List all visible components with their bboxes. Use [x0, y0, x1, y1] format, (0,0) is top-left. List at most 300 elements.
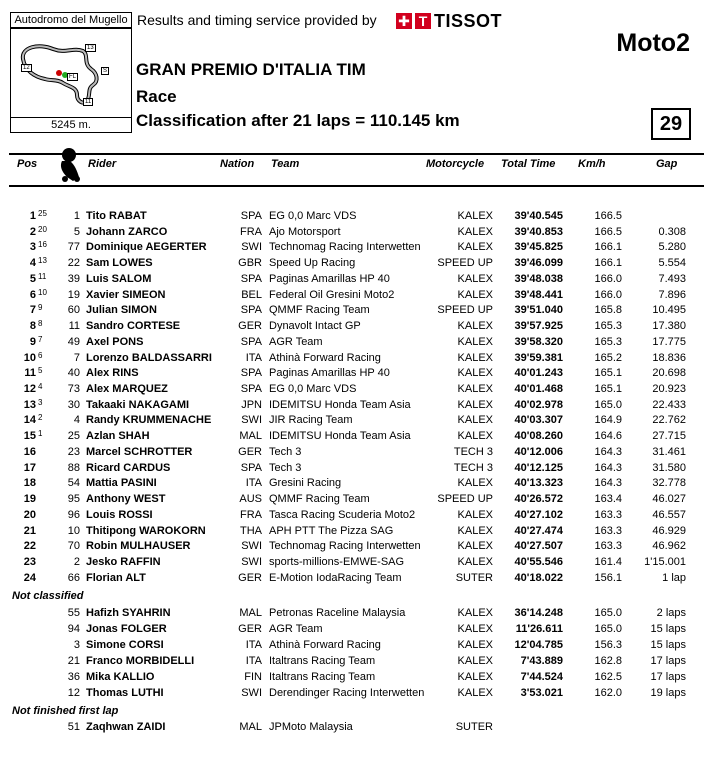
table-row [0, 255, 713, 271]
nation: SPA [240, 304, 262, 317]
table-row [0, 621, 713, 637]
motorcycle: TECH 3 [453, 461, 493, 474]
position: 22 [23, 540, 36, 553]
motorcycle: KALEX [457, 477, 493, 490]
total-time: 39'40.545 [514, 210, 563, 222]
rider-name: Lorenzo BALDASSARRI [86, 351, 212, 364]
nation: SPA [240, 210, 262, 222]
nation: JPN [241, 398, 262, 411]
nation: ITA [245, 638, 262, 651]
position: 21 [23, 524, 36, 537]
motorcycle: SPEED UP [437, 257, 493, 270]
total-time: 39'59.381 [514, 351, 563, 364]
team: Gresini Racing [269, 477, 342, 490]
total-time: 40'12.006 [514, 445, 563, 458]
gap: 46.557 [652, 508, 686, 521]
rider-number: 40 [67, 367, 80, 380]
rider-number: 55 [67, 607, 80, 619]
gap: 18.836 [652, 351, 686, 364]
position: 20 [23, 508, 36, 521]
motorcycle: KALEX [457, 398, 493, 411]
circuit-length: 5245 m. [10, 117, 132, 133]
total-time: 39'51.040 [514, 304, 563, 317]
not-finished-heading: Not finished first lap [12, 705, 119, 717]
total-time: 40'27.474 [514, 524, 563, 537]
motorcycle: KALEX [457, 607, 493, 619]
sponsor-name: TISSOT [434, 10, 503, 31]
tissot-logo [396, 11, 502, 31]
rider-name: Dominique AEGERTER [86, 241, 207, 254]
classification-summary: Classification after 21 laps = 110.145 km [136, 111, 460, 130]
motorcycle: SUTER [455, 571, 493, 584]
rider-number: 77 [67, 241, 80, 254]
total-time: 40'55.546 [514, 556, 563, 569]
nation: SPA [240, 335, 262, 348]
rider-name: Ricard CARDUS [86, 461, 171, 474]
rider-name: Robin MULHAUSER [86, 540, 191, 553]
position: 1 [29, 210, 36, 222]
position: 4 [29, 257, 36, 270]
nation: GER [238, 445, 262, 458]
speed: 166.1 [594, 257, 622, 270]
rider-number: 19 [67, 288, 80, 301]
col-team: Team [271, 158, 300, 170]
speed: 166.0 [594, 288, 622, 301]
motorcycle: KALEX [457, 225, 493, 238]
position: 15 [23, 430, 36, 443]
nation: ITA [245, 477, 262, 490]
motorcycle: KALEX [457, 288, 493, 301]
gap: 46.027 [652, 493, 686, 506]
gap: 17.775 [652, 335, 686, 348]
rider-name: Alex MARQUEZ [86, 383, 168, 396]
session-name: Race [136, 87, 177, 106]
rider-number: 5 [73, 225, 80, 238]
points: 3 [38, 397, 43, 407]
nation: GBR [238, 257, 262, 270]
gap: 19 laps [650, 686, 686, 699]
motorcycle: KALEX [457, 670, 493, 683]
rider-name: Thitipong WAROKORN [86, 524, 206, 537]
total-time: 40'13.323 [514, 477, 563, 490]
speed: 162.8 [594, 654, 622, 667]
points: 8 [38, 319, 43, 329]
position: 12 [23, 383, 36, 396]
rider-number: 94 [67, 622, 80, 635]
map-sector-label: S [103, 68, 108, 74]
rider-name: Hafizh SYAHRIN [86, 607, 171, 619]
speed: 156.1 [594, 571, 622, 584]
position: 2 [29, 225, 36, 238]
gap: 7.493 [658, 272, 686, 285]
table-row [0, 271, 713, 287]
total-time: 40'02.978 [514, 398, 563, 411]
circuit-name: Autodromo del Mugello [10, 12, 132, 28]
total-time: 40'27.102 [514, 508, 563, 521]
speed: 165.3 [594, 320, 622, 333]
rider-name: Simone CORSI [86, 638, 164, 651]
rider-number: 10 [67, 524, 80, 537]
col-motorcycle: Motorcycle [426, 158, 485, 170]
nation: SWI [241, 686, 262, 699]
nation: SPA [240, 383, 262, 396]
rider-number: 25 [67, 430, 80, 443]
nation: THA [240, 524, 262, 537]
rider-number: 49 [67, 335, 80, 348]
gap: 46.929 [652, 524, 686, 537]
gap: 31.580 [652, 461, 686, 474]
rider-name: Sandro CORTESE [86, 320, 181, 333]
position: 19 [23, 493, 36, 506]
gap: 15 laps [650, 638, 686, 651]
nation: GER [238, 622, 262, 635]
rider-name: Xavier SIMEON [86, 288, 166, 301]
team: sports-millions-EMWE-SAG [269, 556, 405, 569]
speed: 166.5 [594, 210, 622, 222]
speed: 162.5 [594, 670, 622, 683]
rider-number: 60 [67, 304, 80, 317]
nation: GER [238, 320, 262, 333]
speed: 165.0 [594, 398, 622, 411]
gap: 20.923 [652, 383, 686, 396]
motorcycle: KALEX [457, 414, 493, 427]
speed: 163.3 [594, 524, 622, 537]
rider-name: Axel PONS [86, 335, 144, 348]
speed: 161.4 [594, 556, 622, 569]
total-time: 7'44.524 [520, 670, 563, 683]
motorcycle: KALEX [457, 622, 493, 635]
motorcycle: KALEX [457, 383, 493, 396]
rider-number: 96 [67, 508, 80, 521]
col-gap: Gap [656, 158, 678, 170]
speed: 163.3 [594, 508, 622, 521]
nation: SWI [241, 414, 262, 427]
rider-number: 36 [67, 670, 80, 683]
speed: 164.3 [594, 445, 622, 458]
rider-name: Zaqhwan ZAIDI [86, 721, 166, 733]
table-row [0, 719, 713, 735]
speed: 164.9 [594, 414, 622, 427]
position: 18 [23, 477, 36, 490]
motorcycle: SUTER [455, 721, 493, 733]
rider-number: 3 [73, 638, 80, 651]
rider-number: 73 [67, 383, 80, 396]
nation: GER [238, 571, 262, 584]
rider-number: 88 [67, 461, 80, 474]
team: JPMoto Malaysia [269, 721, 353, 733]
table-row [0, 381, 713, 397]
team: Derendinger Racing Interwetten [269, 686, 425, 699]
gap: 1'15.001 [644, 556, 686, 569]
total-time: 7'43.889 [520, 654, 563, 667]
rider-number: 70 [67, 540, 80, 553]
table-row [0, 334, 713, 350]
table-row [0, 653, 713, 669]
rider-name: Alex RINS [86, 367, 139, 380]
points: 25 [38, 209, 47, 218]
motorcycle: KALEX [457, 210, 493, 222]
points: 4 [38, 382, 43, 392]
nation: MAL [239, 430, 262, 443]
points: 7 [38, 334, 43, 344]
table-row [0, 397, 713, 413]
table-row [0, 475, 713, 491]
gap: 46.962 [652, 540, 686, 553]
position: 7 [29, 304, 36, 317]
team: Tech 3 [269, 445, 302, 458]
speed: 165.3 [594, 335, 622, 348]
tissot-cross-icon: ✚ [396, 13, 412, 29]
laps-box: 29 [651, 108, 691, 140]
team: Dynavolt Intact GP [269, 320, 361, 333]
speed: 163.3 [594, 540, 622, 553]
total-time: 39'48.038 [514, 272, 563, 285]
speed: 166.1 [594, 241, 622, 254]
col-total-time: Total Time [501, 158, 556, 170]
nation: FRA [240, 508, 262, 521]
rider-name: Mika KALLIO [86, 670, 155, 683]
table-row [0, 605, 713, 621]
gap: 5.280 [658, 241, 686, 254]
motorcycle: TECH 3 [453, 445, 493, 458]
gap: 17 laps [650, 654, 686, 667]
table-row [0, 350, 713, 366]
team: EG 0,0 Marc VDS [269, 383, 357, 396]
team: Ajo Motorsport [269, 225, 341, 238]
rider-name: Johann ZARCO [86, 225, 168, 238]
tissot-t-mark: T [415, 13, 431, 29]
position: 9 [29, 335, 36, 348]
motorcycle: KALEX [457, 272, 493, 285]
motorcycle: KALEX [457, 351, 493, 364]
rider-name: Marcel SCHROTTER [86, 445, 193, 458]
gap: 5.554 [658, 257, 686, 270]
total-time: 40'08.260 [514, 430, 563, 443]
team: AGR Team [269, 335, 323, 348]
table-row [0, 538, 713, 554]
col-pos: Pos [17, 158, 38, 170]
table-row [0, 287, 713, 303]
rider-number: 7 [73, 351, 80, 364]
nation: SPA [240, 367, 262, 380]
gap: 32.778 [652, 477, 686, 490]
total-time: 40'18.022 [514, 571, 563, 584]
map-sector-label: 11 [85, 99, 92, 105]
team: Italtrans Racing Team [269, 654, 376, 667]
col-nation: Nation [220, 158, 255, 170]
speed: 165.0 [594, 607, 622, 619]
total-time: 39'57.925 [514, 320, 563, 333]
total-time: 12'04.785 [514, 638, 563, 651]
rider-number: 12 [67, 686, 80, 699]
rider-name: Jonas FOLGER [86, 622, 167, 635]
total-time: 40'01.468 [514, 383, 563, 396]
nation: SPA [240, 272, 262, 285]
points: 6 [38, 350, 43, 360]
gap: 0.308 [658, 225, 686, 238]
team: Athinà Forward Racing [269, 351, 381, 364]
nation: MAL [239, 721, 262, 733]
speed: 164.6 [594, 430, 622, 443]
motorcycle: KALEX [457, 686, 493, 699]
position: 11 [24, 367, 36, 380]
team: JIR Racing Team [269, 414, 353, 427]
rider-name: Louis ROSSI [86, 508, 153, 521]
points: 9 [38, 303, 43, 313]
table-row [0, 554, 713, 570]
team: QMMF Racing Team [269, 493, 370, 506]
rider-number: 39 [67, 272, 80, 285]
total-time: 39'46.099 [514, 257, 563, 270]
nation: FIN [244, 670, 262, 683]
nation: SWI [241, 556, 262, 569]
map-finish-label: FL [69, 74, 77, 80]
position: 5 [29, 272, 36, 285]
rider-name: Randy KRUMMENACHE [86, 414, 212, 427]
motorcycle: KALEX [457, 524, 493, 537]
nation: SWI [241, 540, 262, 553]
table-row [0, 444, 713, 460]
table-row [0, 412, 713, 428]
position: 3 [29, 241, 36, 254]
total-time: 3'53.021 [520, 686, 563, 699]
gap: 10.495 [652, 304, 686, 317]
rider-name: Jesko RAFFIN [86, 556, 161, 569]
total-time: 40'01.243 [514, 367, 563, 380]
team: Speed Up Racing [269, 257, 356, 270]
total-time: 11'26.611 [515, 622, 563, 635]
rider-name: Sam LOWES [86, 257, 153, 270]
points: 2 [38, 413, 43, 423]
map-sector-label: 12 [23, 65, 30, 71]
table-row [0, 428, 713, 444]
class-label: Moto2 [616, 29, 690, 57]
points: 11 [38, 271, 47, 281]
col-kmh: Km/h [578, 158, 606, 170]
total-time: 39'45.825 [514, 241, 563, 254]
team: Paginas Amarillas HP 40 [269, 367, 390, 380]
team: Technomag Racing Interwetten [269, 241, 421, 254]
position: 23 [23, 556, 36, 569]
position: 6 [29, 288, 36, 301]
table-row [0, 302, 713, 318]
team: EG 0,0 Marc VDS [269, 210, 357, 222]
rider-number: 66 [67, 571, 80, 584]
gap: 15 laps [650, 622, 686, 635]
team: Tasca Racing Scuderia Moto2 [269, 508, 416, 521]
table-row [0, 460, 713, 476]
rider-number: 21 [67, 654, 80, 667]
motorcycle: KALEX [457, 320, 493, 333]
rider-number: 11 [68, 320, 80, 333]
speed: 166.0 [594, 272, 622, 285]
total-time: 36'14.248 [514, 607, 563, 619]
speed: 165.1 [594, 367, 622, 380]
motorcycle: SPEED UP [437, 493, 493, 506]
motorcycle: KALEX [457, 367, 493, 380]
team: Technomag Racing Interwetten [269, 540, 421, 553]
rider-number: 1 [73, 210, 80, 222]
team: QMMF Racing Team [269, 304, 370, 317]
points: 10 [38, 287, 47, 297]
gap: 17.380 [652, 320, 686, 333]
motorcycle: KALEX [457, 508, 493, 521]
motorcycle: KALEX [457, 556, 493, 569]
nation: FRA [240, 225, 262, 238]
table-row [0, 570, 713, 586]
motorcycle: KALEX [457, 540, 493, 553]
not-classified-heading: Not classified [12, 590, 84, 602]
motorcycle: KALEX [457, 335, 493, 348]
nation: MAL [239, 607, 262, 619]
timing-provider-text: Results and timing service provided by [137, 12, 377, 28]
position: 16 [23, 445, 36, 458]
col-rider: Rider [88, 158, 117, 170]
points: 5 [38, 366, 43, 376]
team: IDEMITSU Honda Team Asia [269, 430, 411, 443]
table-row [0, 208, 713, 224]
gap: 17 laps [650, 670, 686, 683]
speed: 156.3 [594, 638, 622, 651]
speed: 163.4 [594, 493, 622, 506]
rider-name: Luis SALOM [86, 272, 152, 285]
nation: BEL [241, 288, 262, 301]
team: Federal Oil Gresini Moto2 [269, 288, 395, 301]
position: 13 [23, 398, 36, 411]
rider-name: Anthony WEST [86, 493, 166, 506]
total-time: 39'58.320 [514, 335, 563, 348]
table-row [0, 365, 713, 381]
speed: 164.3 [594, 477, 622, 490]
rider-name: Franco MORBIDELLI [86, 654, 195, 667]
position: 10 [23, 351, 36, 364]
table-row [0, 685, 713, 701]
rider-number: 22 [67, 257, 80, 270]
total-time: 39'48.441 [514, 288, 563, 301]
speed: 165.1 [594, 383, 622, 396]
rider-name: Mattia PASINI [86, 477, 157, 490]
points: 13 [38, 256, 47, 266]
position: 8 [29, 320, 36, 333]
team: APH PTT The Pizza SAG [269, 524, 394, 537]
motorcycle: SPEED UP [437, 304, 493, 317]
rider-number: 95 [67, 493, 80, 506]
team: Petronas Raceline Malaysia [269, 607, 406, 619]
team: Athinà Forward Racing [269, 638, 381, 651]
total-time: 40'03.307 [514, 414, 563, 427]
rider-name: Takaaki NAKAGAMI [86, 398, 190, 411]
motorcycle: KALEX [457, 241, 493, 254]
team: Paginas Amarillas HP 40 [269, 272, 390, 285]
speed: 165.2 [594, 351, 622, 364]
gap: 1 lap [662, 571, 686, 584]
rider-name: Thomas LUTHI [86, 686, 164, 699]
table-row [0, 669, 713, 685]
team: Tech 3 [269, 461, 302, 474]
team: Italtrans Racing Team [269, 670, 376, 683]
speed: 166.5 [594, 225, 622, 238]
motorcycle: KALEX [457, 638, 493, 651]
gap: 2 laps [656, 607, 686, 619]
total-time: 40'12.125 [514, 461, 563, 474]
gap: 22.433 [652, 398, 686, 411]
rider-name: Azlan SHAH [86, 430, 150, 443]
rider-name: Tito RABAT [86, 210, 147, 222]
position: 14 [23, 414, 36, 427]
motorcycle: KALEX [457, 654, 493, 667]
gap: 7.896 [658, 288, 686, 301]
position: 24 [23, 571, 36, 584]
